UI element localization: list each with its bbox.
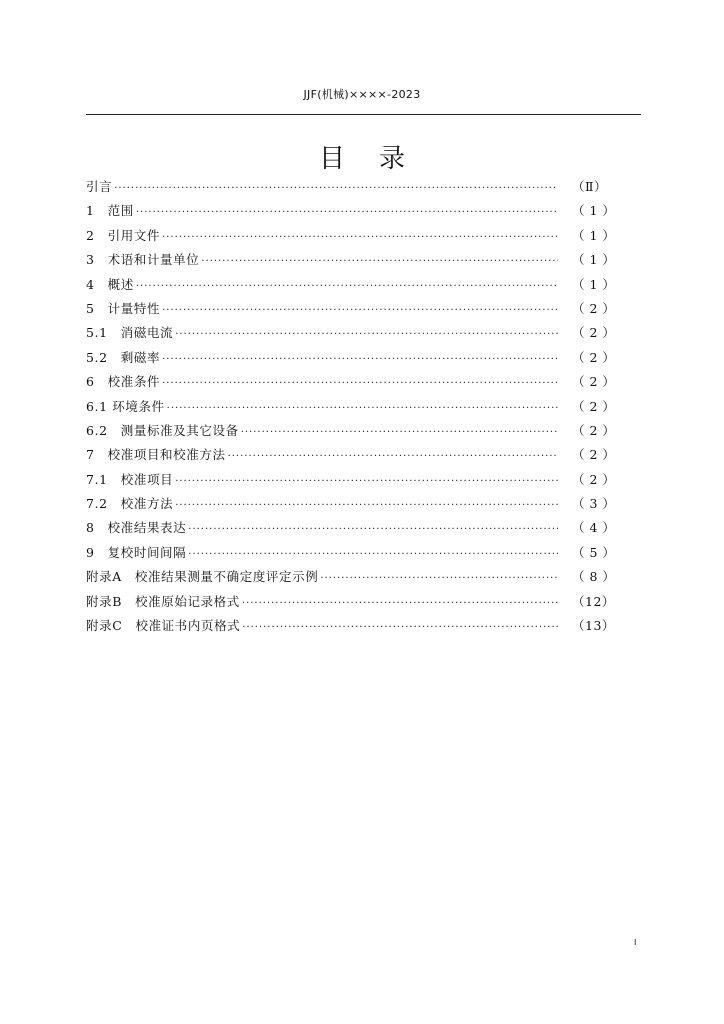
toc-entry-label: 6.1 环境条件 <box>86 398 165 414</box>
toc-row[interactable] <box>86 370 616 394</box>
toc-row[interactable] <box>86 468 616 492</box>
toc-page-number: （ 2 ） <box>572 374 616 390</box>
toc-page-number: （13） <box>572 618 615 634</box>
table-of-contents <box>86 175 616 638</box>
toc-page-number: （ 2 ） <box>572 300 616 316</box>
toc-row[interactable] <box>86 297 616 321</box>
toc-row[interactable] <box>86 175 606 199</box>
dot-leader <box>201 250 558 274</box>
dot-leader <box>320 567 558 591</box>
toc-title: 目录 <box>318 144 439 174</box>
toc-row[interactable] <box>86 614 615 638</box>
dot-leader <box>167 397 558 421</box>
toc-page-number: （ 1 ） <box>572 203 616 219</box>
toc-entry-label: 7.2 校准方法 <box>86 496 174 512</box>
toc-page-number: （ 1 ） <box>572 252 616 268</box>
toc-page-number: （ 2 ） <box>572 422 616 438</box>
toc-entry-label: 5.1 消磁电流 <box>86 325 174 341</box>
dot-leader <box>162 372 558 396</box>
toc-entry-label: 6 校准条件 <box>86 374 161 390</box>
toc-page-number: （ 2 ） <box>572 398 616 414</box>
document-code: JJF(机械)××××-2023 <box>303 88 421 101</box>
toc-entry-label: 7 校准项目和校准方法 <box>86 447 226 463</box>
toc-row[interactable] <box>86 492 616 516</box>
toc-row[interactable] <box>86 273 616 297</box>
toc-row[interactable] <box>86 443 616 467</box>
toc-page-number: （ 5 ） <box>572 544 616 560</box>
dot-leader <box>242 616 558 640</box>
toc-page-number: （ 1 ） <box>572 227 616 243</box>
toc-entry-label: 附录C 校准证书内页格式 <box>86 618 241 634</box>
dot-leader <box>162 348 558 372</box>
dot-leader <box>162 299 558 323</box>
toc-entry-label: 附录A 校准结果测量不确定度评定示例 <box>86 569 319 585</box>
toc-entry-label: 5 计量特性 <box>86 300 161 316</box>
toc-entry-label: 2 引用文件 <box>86 227 161 243</box>
toc-entry-label: 4 概述 <box>86 276 134 292</box>
dot-leader <box>188 543 558 567</box>
dot-leader <box>175 470 558 494</box>
toc-entry-label: 5.2 剩磁率 <box>86 349 161 365</box>
dot-leader <box>241 421 558 445</box>
toc-row[interactable] <box>86 590 615 614</box>
toc-row[interactable] <box>86 419 616 443</box>
dot-leader <box>136 275 558 299</box>
toc-entry-label: 附录B 校准原始记录格式 <box>86 593 240 609</box>
toc-page-number: （Ⅱ） <box>572 179 607 194</box>
toc-row[interactable] <box>86 248 616 272</box>
toc-row[interactable] <box>86 321 616 345</box>
toc-entry-label: 7.1 校准项目 <box>86 471 174 487</box>
dot-leader <box>188 518 558 542</box>
dot-leader <box>175 323 558 347</box>
toc-page-number: （ 4 ） <box>572 520 616 536</box>
toc-page-number: （ 2 ） <box>572 325 616 341</box>
dot-leader <box>228 445 558 469</box>
toc-row[interactable] <box>86 565 616 589</box>
toc-entry-label: 6.2 测量标准及其它设备 <box>86 422 239 438</box>
toc-entry-label: 1 范围 <box>86 203 134 219</box>
toc-entry-label: 3 术语和计量单位 <box>86 252 200 268</box>
toc-page-number: （ 2 ） <box>572 349 616 365</box>
dot-leader <box>136 201 558 225</box>
toc-entry-label: 引言 <box>86 179 113 194</box>
page-number: I <box>634 938 637 947</box>
toc-row[interactable] <box>86 199 616 223</box>
toc-page-number: （ 1 ） <box>572 276 616 292</box>
toc-row[interactable] <box>86 516 616 540</box>
dot-leader <box>175 494 558 518</box>
toc-page-number: （12） <box>572 593 615 609</box>
dot-leader <box>162 226 558 250</box>
header-divider <box>86 114 641 115</box>
toc-entry-label: 9 复校时间间隔 <box>86 544 187 560</box>
toc-row[interactable] <box>86 541 616 565</box>
toc-page-number: （ 2 ） <box>572 447 616 463</box>
toc-page-number: （ 2 ） <box>572 471 616 487</box>
dot-leader <box>114 177 558 201</box>
toc-row[interactable] <box>86 346 616 370</box>
toc-row[interactable] <box>86 395 616 419</box>
dot-leader <box>242 592 558 616</box>
toc-page-number: （ 8 ） <box>572 569 616 585</box>
toc-row[interactable] <box>86 224 616 248</box>
toc-page-number: （ 3 ） <box>572 496 616 512</box>
toc-entry-label: 8 校准结果表达 <box>86 520 187 536</box>
